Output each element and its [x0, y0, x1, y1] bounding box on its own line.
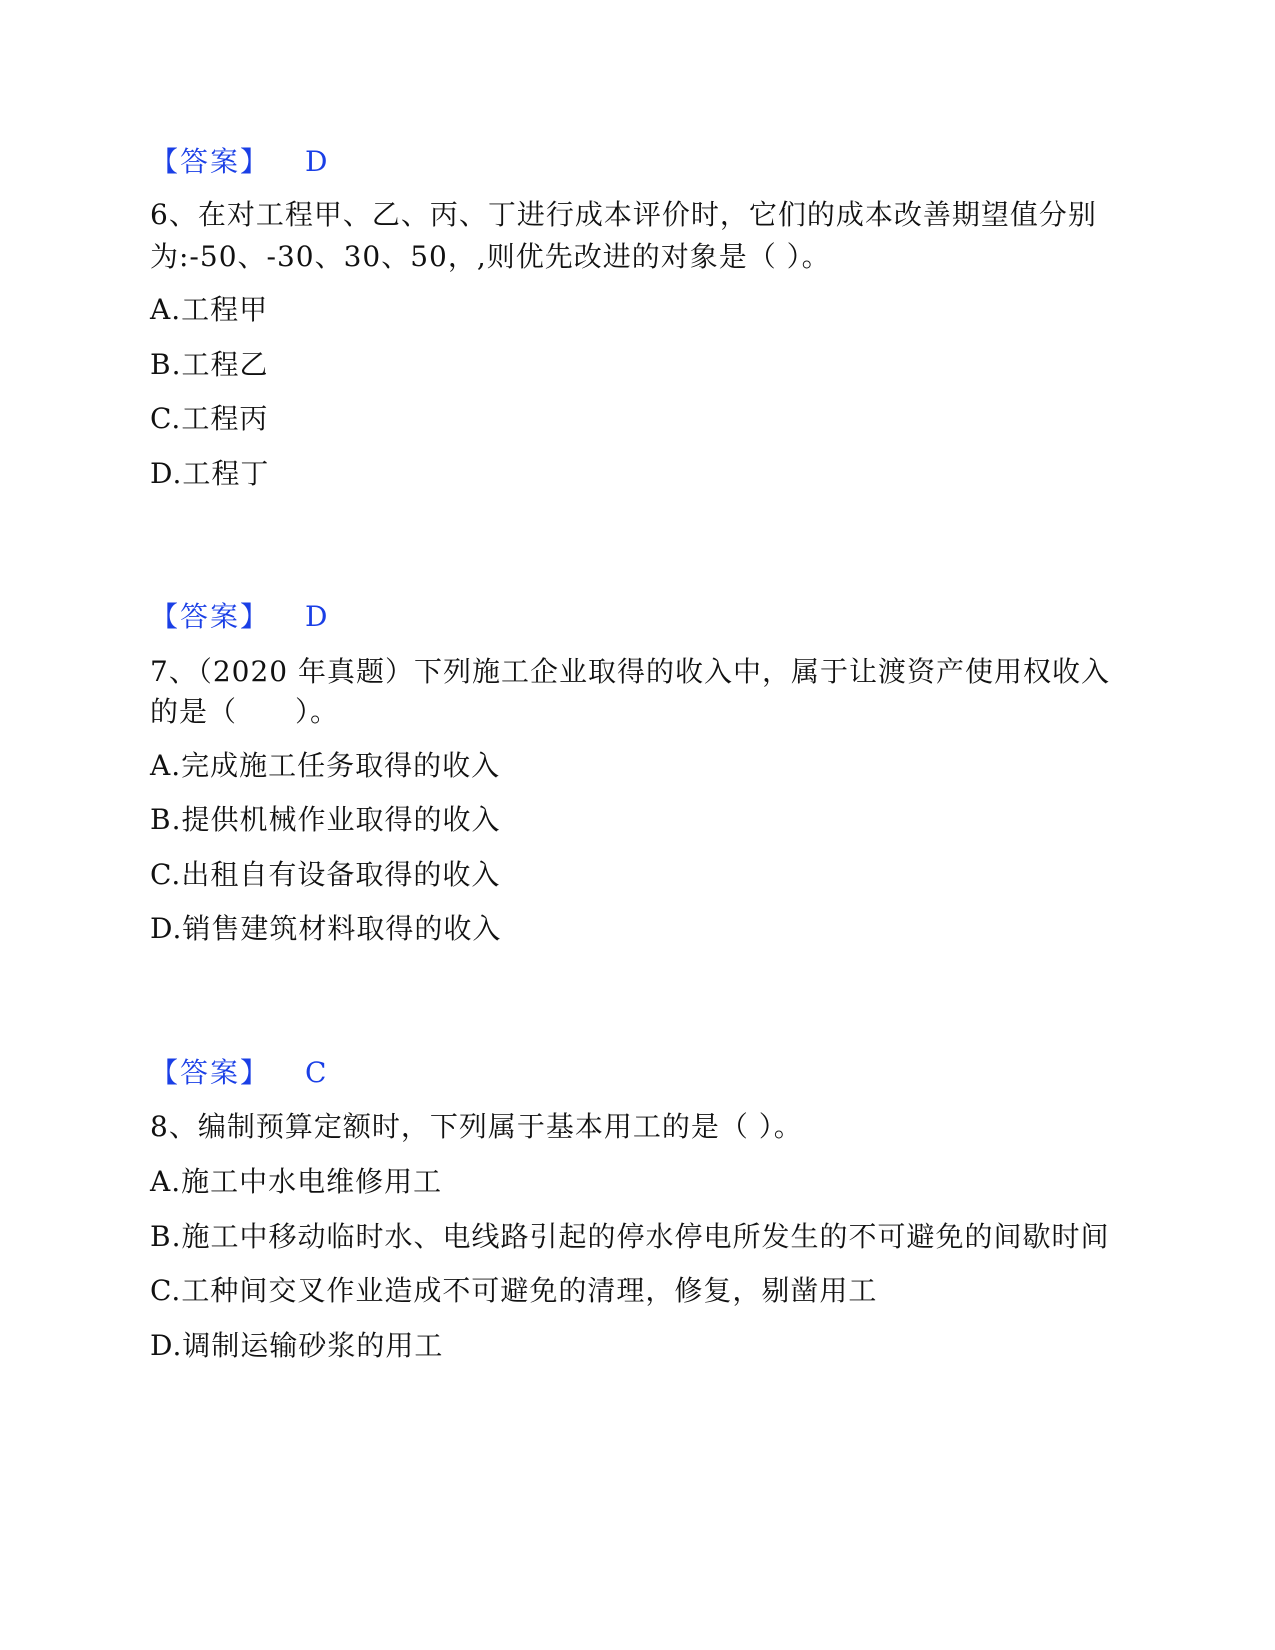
question-6-option-b: B.工程乙	[150, 348, 269, 381]
question-7-line-1: 7、（2020 年真题）下列施工企业取得的收入中，属于让渡资产使用权收入	[150, 655, 1110, 688]
question-6-option-c: C.工程丙	[150, 402, 269, 435]
question-8-option-a: A.施工中水电维修用工	[150, 1165, 443, 1198]
question-7-option-c: C.出租自有设备取得的收入	[150, 858, 501, 891]
answer-value: C	[305, 1056, 327, 1089]
question-6-option-a: A.工程甲	[150, 293, 269, 326]
answer-label: 【答案】	[150, 600, 271, 633]
question-8-option-c: C.工种间交叉作业造成不可避免的清理，修复，剔凿用工	[150, 1274, 878, 1307]
answer-value: D	[305, 145, 328, 178]
answer-label: 【答案】	[150, 145, 271, 178]
question-7-option-d: D.销售建筑材料取得的收入	[150, 912, 502, 945]
question-7-option-a: A.完成施工任务取得的收入	[150, 749, 501, 782]
question-6-option-d: D.工程丁	[150, 457, 270, 490]
answer-label: 【答案】	[150, 1056, 271, 1089]
answer-row	[150, 600, 328, 634]
answer-value: D	[305, 600, 328, 633]
question-8-line-1: 8、编制预算定额时，下列属于基本用工的是（ ）。	[150, 1110, 803, 1143]
question-6-line-2: 为:-50、-30、30、50，,则优先改进的对象是（ ）。	[150, 240, 831, 273]
question-8-option-b: B.施工中移动临时水、电线路引起的停水停电所发生的不可避免的间歇时间	[150, 1220, 1110, 1253]
question-6-line-1: 6、在对工程甲、乙、丙、丁进行成本评价时，它们的成本改善期望值分别	[150, 198, 1097, 231]
question-7-line-2: 的是（ ）。	[150, 695, 340, 728]
question-8-option-d: D.调制运输砂浆的用工	[150, 1329, 444, 1362]
answer-row	[150, 1056, 327, 1090]
question-7-option-b: B.提供机械作业取得的收入	[150, 803, 501, 836]
answer-row	[150, 145, 328, 179]
